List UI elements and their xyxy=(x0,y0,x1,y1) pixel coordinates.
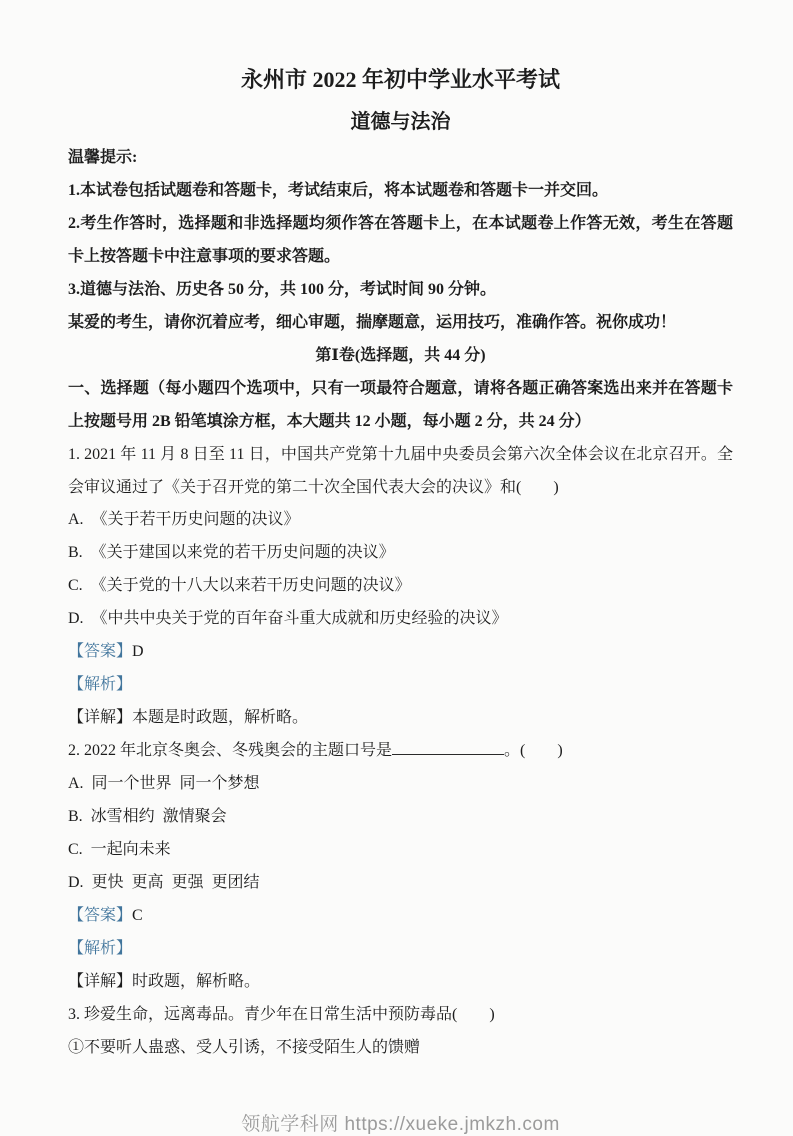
answer-tag: 【答案】 xyxy=(68,906,133,924)
question-2-option-d: D. 更快 更高 更强 更团结 xyxy=(68,873,260,891)
question-1-stem: 1. 2021 年 11 月 8 日至 11 日，中国共产党第十九届中央委员会第六次全体会议在北京召开。全会审议通过了《关于召开党的第二十次全国代表大会的决议》和( ) xyxy=(68,445,733,496)
notice-item-1: 1.本试卷包括试题卷和答题卡，考试结束后，将本试题卷和答题卡一并交回。 xyxy=(68,181,609,199)
analysis-tag: 【解析】 xyxy=(68,676,133,694)
detail-text: 本题是时政题，解析略。 xyxy=(132,709,309,727)
question-1-answer-line xyxy=(68,636,733,669)
section-title: 第Ⅰ卷(选择题，共 44 分) xyxy=(315,346,486,364)
question-3-item-1: ①不要听人蛊惑、受人引诱，不接受陌生人的馈赠 xyxy=(68,1038,421,1056)
question-3-stem: 3. 珍爱生命，远离毒品。青少年在日常生活中预防毒品( ) xyxy=(68,1005,495,1023)
question-2-stem-before: 2. 2022 年北京冬奥会、冬残奥会的主题口号是 xyxy=(68,742,393,760)
detail-tag: 【详解】 xyxy=(68,972,133,990)
exam-subject: 道德与法治 xyxy=(350,111,451,133)
question-2-stem-after: 。( ) xyxy=(504,742,563,760)
analysis-tag: 【解析】 xyxy=(68,939,133,957)
question-1-option-a: A. 《关于若干历史问题的决议》 xyxy=(68,511,300,529)
question-2-option-c: C. 一起向未来 xyxy=(68,841,171,859)
question-1-option-c: C. 《关于党的十八大以来若干历史问题的决议》 xyxy=(68,577,411,595)
question-1-analysis-line xyxy=(68,669,733,702)
notice-item-2: 2.考生作答时，选择题和非选择题均须作答在答题卡上，在本试题卷上作答无效，考生在答题卡上按答题卡中注意事项的要求答题。 xyxy=(68,214,733,265)
section-instruction: 一、选择题（每小题四个选项中，只有一项最符合题意，请将各题正确答案选出来并在答题卡上按题号用 2B 铅笔填涂方框，本大题共 12 小题，每小题 2 分，共 24 分） xyxy=(68,379,733,430)
question-1-option-d: D. 《中共中央关于党的百年奋斗重大成就和历史经验的决议》 xyxy=(68,610,508,628)
question-1-option-b: B. 《关于建国以来党的若干历史问题的决议》 xyxy=(68,544,395,562)
detail-text: 时政题，解析略。 xyxy=(132,972,261,990)
detail-tag: 【详解】 xyxy=(68,709,133,727)
notice-heading: 温馨提示: xyxy=(68,149,138,166)
notice-greeting: 某爱的考生，请你沉着应考，细心审题，揣摩题意，运用技巧，准确作答。祝你成功！ xyxy=(68,313,677,331)
question-1-detail-line xyxy=(68,702,733,735)
fill-in-blank-underline xyxy=(392,739,504,755)
watermark-footer: 领航学科网 https://xueke.jmkzh.com xyxy=(241,1113,560,1135)
answer-tag: 【答案】 xyxy=(68,643,133,661)
question-2-analysis-line xyxy=(68,933,733,966)
question-2-detail-line xyxy=(68,966,733,999)
answer-value: D xyxy=(132,643,144,661)
question-2-stem xyxy=(68,735,733,768)
exam-title: 永州市 2022 年初中学业水平考试 xyxy=(240,67,560,92)
question-2-answer-line xyxy=(68,900,733,933)
question-2-option-b: B. 冰雪相约 激情聚会 xyxy=(68,808,227,826)
answer-value: C xyxy=(132,906,143,924)
question-2-option-a: A. 同一个世界 同一个梦想 xyxy=(68,775,260,793)
notice-item-3: 3.道德与法治、历史各 50 分，共 100 分，考试时间 90 分钟。 xyxy=(68,280,497,298)
